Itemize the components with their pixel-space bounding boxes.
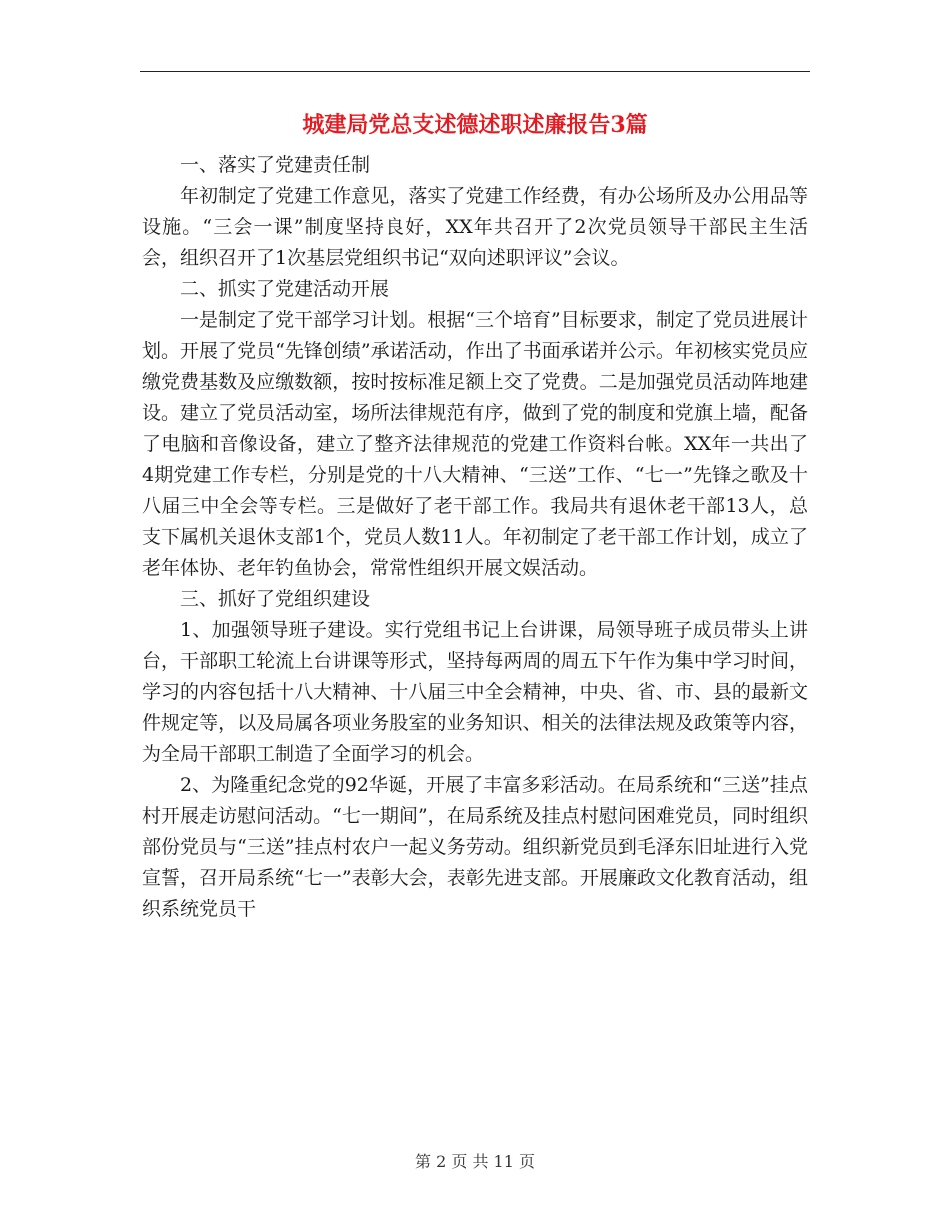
current-page-number: 2 <box>436 1152 447 1171</box>
footer-prefix: 第 <box>414 1152 431 1171</box>
section-heading-2: 二、抓实了党建活动开展 <box>180 278 390 300</box>
page-title: 城建局党总支述德述职述廉报告3篇 <box>302 112 648 138</box>
page-footer <box>0 1150 950 1174</box>
body-paragraph: 2、为隆重纪念党的92华诞，开展了丰富多彩活动。在局系统和“三送”挂点村开展走访慰问活动。“七一期间”，在局系统及挂点村慰问困难党员，同时组织部份党员与“三送”挂点村农户一起义务劳动。组织新党员到毛泽东旧址进行入党宣誓，召开局系统“七一”表彰大会，表彰先进支部。开展廉政文化教育活动，组织系统党员干 <box>142 774 808 920</box>
footer-suffix: 页 <box>519 1152 536 1171</box>
document-body <box>142 150 808 925</box>
section-heading-3: 三、抓好了党组织建设 <box>180 588 371 610</box>
section-heading-1: 一、落实了党建责任制 <box>180 154 371 176</box>
footer-mid: 页 共 <box>451 1152 489 1171</box>
total-pages-number: 11 <box>493 1152 514 1171</box>
body-paragraph: 一是制定了党干部学习计划。根据“三个培育”目标要求，制定了党员进展计划。开展了党员“先锋创绩”承诺活动，作出了书面承诺并公示。年初核实党员应缴党费基数及应缴数额，按时按标准足额上交了党费。二是加强党员活动阵地建设。建立了党员活动室，场所法律规范有序，做到了党的制度和党旗上墙，配备了电脑和音像设备，建立了整齐法律规范的党建工作资料台帐。XX年一共出了4期党建工作专栏，分别是党的十八大精神、“三送”工作、“七一”先锋之歌及十八届三中全会等专栏。三是做好了老干部工作。我局共有退休老干部13人，总支下属机关退休支部1个，党员人数11人。年初制定了老干部工作计划，成立了老年体协、老年钓鱼协会，常常性组织开展文娱活动。 <box>142 309 808 579</box>
body-paragraph: 年初制定了党建工作意见，落实了党建工作经费，有办公场所及办公用品等设施。“三会一课”制度坚持良好，XX年共召开了2次党员领导干部民主生活会，组织召开了1次基层党组织书记“双向述职评议”会议。 <box>142 185 808 269</box>
body-paragraph: 1、加强领导班子建设。实行党组书记上台讲课，局领导班子成员带头上讲台，干部职工轮流上台讲课等形式，坚持每两周的周五下午作为集中学习时间，学习的内容包括十八大精神、十八届三中全会精神，中央、省、市、县的最新文件规定等，以及局属各项业务股室的业务知识、相关的法律法规及政策等内容，为全局干部职工制造了全面学习的机会。 <box>142 619 808 765</box>
header-rule <box>140 71 810 72</box>
